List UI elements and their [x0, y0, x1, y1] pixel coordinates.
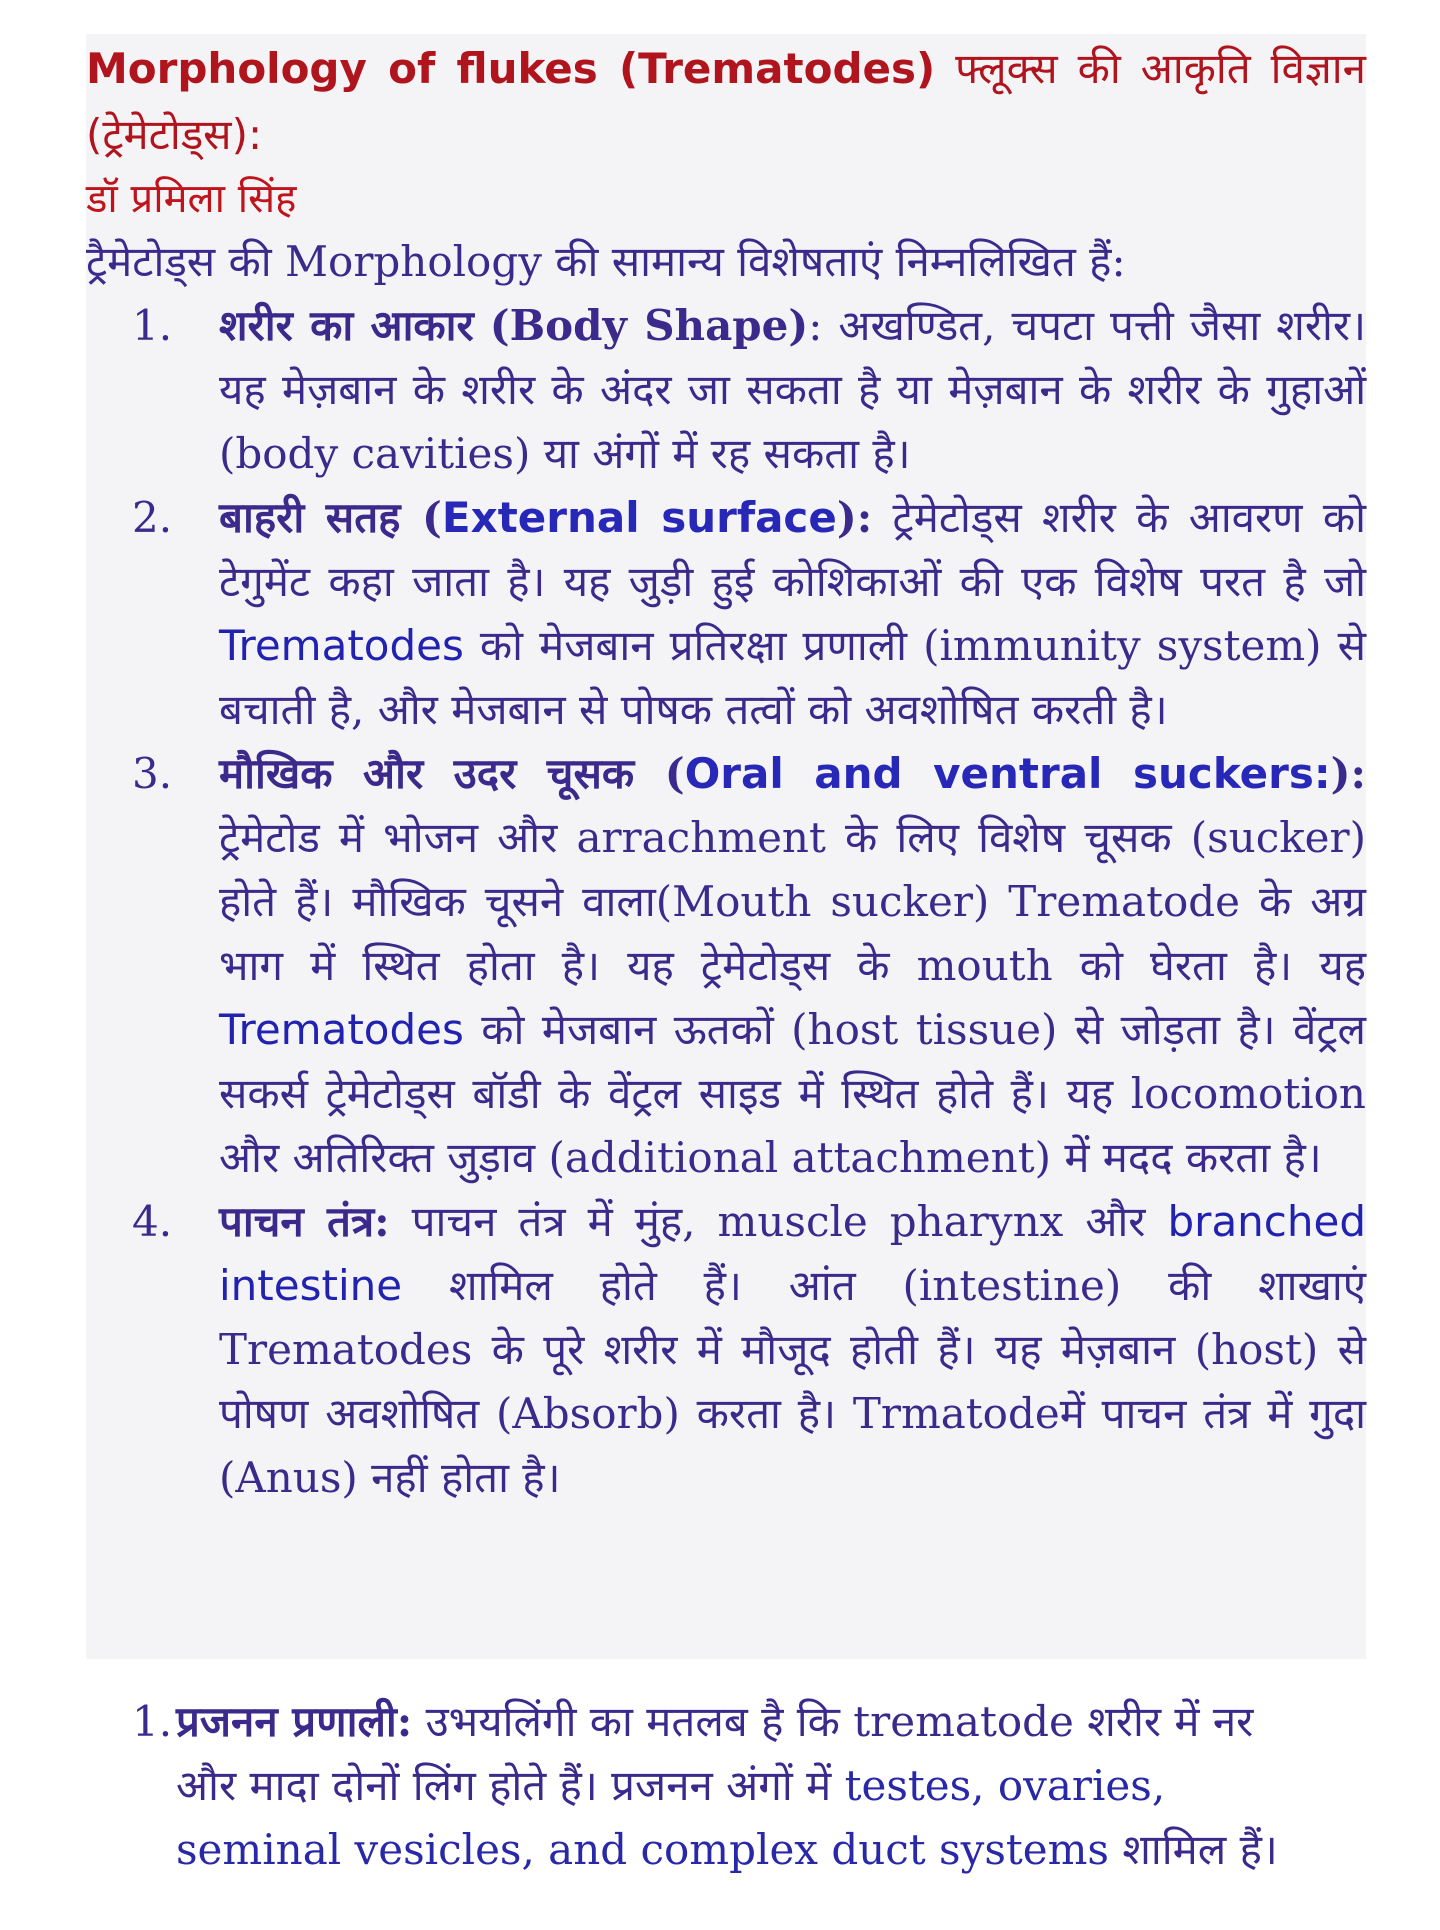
list-item-reproduction [86, 1690, 1316, 1882]
list-item-digestive-system [86, 1190, 1366, 1510]
item-text-continued: शामिल हैं। [1108, 1825, 1278, 1874]
document-title [86, 36, 1366, 168]
list-number: 3. [132, 749, 173, 798]
item-heading-english: Oral and ventral suckers: [684, 749, 1331, 798]
item-heading-hindi: शरीर का आकार [219, 301, 474, 350]
title-english: Morphology of flukes (Trematodes) [86, 44, 936, 93]
list-item-external-surface [86, 486, 1366, 742]
item-heading-paren-open: ( [400, 493, 442, 542]
item-text: अखण्डित, चपटा पत्ती जैसा शरीर। यह मेज़बान के शरीर के अंदर जा सकता है या मेज़बान के शरीर के गुहाओं (body cavities) या अंगों में रह सकता है। [219, 301, 1366, 478]
item-term: testes, ovaries, seminal vesicles, and complex duct systems [176, 1761, 1166, 1874]
intro-paragraph: ट्रैमेटोड्स की Morphology की सामान्य विशेषताएं निम्नलिखित हैं: [86, 237, 1126, 286]
item-heading-hindi: मौखिक और उदर चूसक [219, 749, 635, 798]
item-heading-english: External surface [441, 493, 837, 542]
list-item-suckers [86, 742, 1366, 1190]
item-colon: : [808, 301, 823, 350]
list-number: 1. [132, 1697, 173, 1746]
document-content [86, 36, 1366, 1510]
item-heading-paren-close: ): [1330, 749, 1367, 798]
item-text: उभयलिंगी का मतलब है कि trematode शरीर में नर और मादा दोनों लिंग होते हैं। प्रजनन अंगों में [176, 1697, 1254, 1810]
item-heading-paren-close: ): [836, 493, 873, 542]
item-text-continued: को मेजबान प्रतिरक्षा प्रणाली (immunity system) से बचाती है, और मेजबान से पोषक तत्वों को अवशोषित करती है। [219, 621, 1366, 734]
list-number: 2. [132, 493, 173, 542]
list-item-body-shape [86, 294, 1366, 486]
item-term: Trematodes [219, 621, 464, 670]
list-number: 4. [132, 1197, 173, 1246]
item-term: Trematodes [219, 1005, 464, 1054]
item-heading-paren-open: ( [634, 749, 685, 798]
item-heading-hindi: पाचन तंत्र: [219, 1197, 390, 1246]
item-text-continued: को मेजबान ऊतकों (host tissue) से जोड़ता है। वेंट्रल सकर्स ट्रेमेटोड्स बॉडी के वेंट्रल साइड में स्थित होते हैं। यह locomotion और अतिरिक्त जुड़ाव (additional attachment) में मदद करता है। [219, 1005, 1366, 1182]
item-heading-hindi: बाहरी सतह [219, 493, 401, 542]
item-text: ट्रेमेटोड्स शरीर के आवरण को टेगुमेंट कहा जाता है। यह जुड़ी हुई कोशिकाओं की एक विशेष परत है जो [219, 493, 1367, 606]
morphology-list [86, 294, 1366, 1510]
item-text: ट्रेमेटोड में भोजन और arrachment के लिए विशेष चूसक (sucker) होते हैं। मौखिक चूसने वाला(Mouth sucker) Trematode के अग्र भाग में स्थित होता है। यह ट्रेमेटोड्स के mouth को घेरता है। यह [219, 813, 1366, 990]
list-number: 1. [132, 301, 173, 350]
author-name: डॉ प्रमिला सिंह [86, 176, 297, 222]
reproduction-section [86, 1690, 1316, 1882]
title-hindi: फ्लूक्स की आकृति विज्ञान (ट्रेमेटोड्स): [86, 44, 1366, 159]
item-text: पाचन तंत्र में मुंह, muscle pharynx और [389, 1197, 1168, 1246]
item-heading-hindi: प्रजनन प्रणाली: [176, 1697, 413, 1746]
item-text-continued: शामिल होते हैं। आंत (intestine) की शाखाएं Trematodes के पूरे शरीर में मौजूद होती हैं। यह मेज़बान (host) से पोषण अवशोषित (Absorb) करता है। Trmatodeमें पाचन तंत्र में गुदा (Anus) नहीं होता है। [219, 1261, 1366, 1502]
item-term: branched intestine [219, 1197, 1367, 1310]
item-heading-english: (Body Shape) [489, 301, 809, 350]
